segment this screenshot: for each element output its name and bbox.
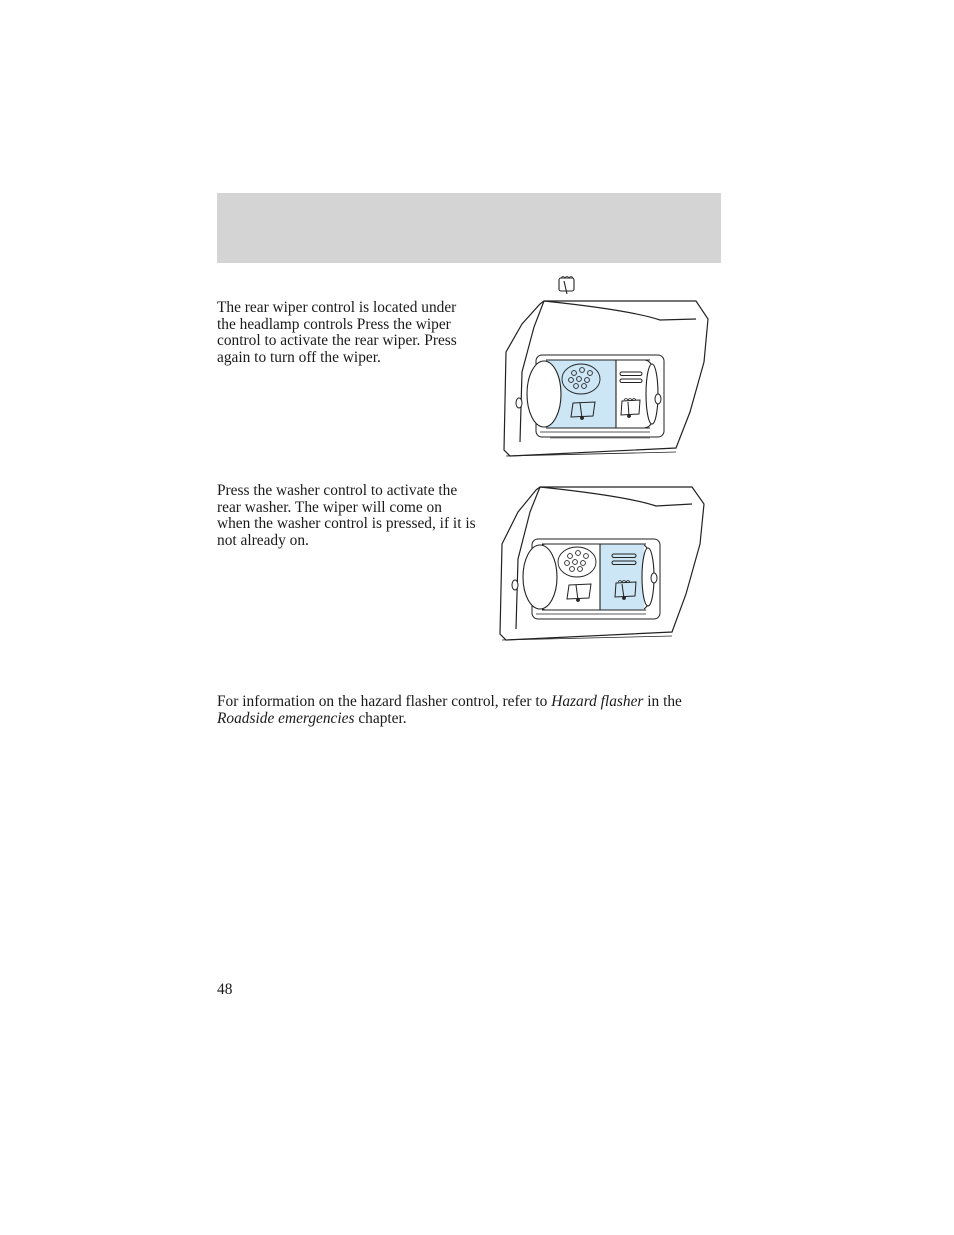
rear-washer-paragraph: Press the washer control to activate the rear washer. The wiper will come on when the washer control is pressed, if it is not already on. [217, 482, 476, 549]
rear-wiper-paragraph: The rear wiper control is located under the headlamp controls Press the wiper control to activate the rear wiper. Press again to turn off the wiper. [217, 299, 457, 366]
panel-fastener [516, 398, 522, 408]
hazard-text-after: chapter. [354, 709, 407, 727]
page-number: 48 [217, 981, 233, 998]
panel-fastener [512, 580, 518, 590]
rear-wiper-icon [559, 277, 574, 295]
roadside-emergencies-link[interactable]: Roadside emergencies [217, 709, 355, 727]
rear-wiper-control-figure [500, 272, 715, 462]
rear-washer-control-figure [496, 484, 711, 644]
panel-fastener-right [655, 394, 661, 404]
hazard-flasher-paragraph [217, 694, 727, 727]
section-header-band [217, 193, 721, 263]
hazard-text-middle: in the [643, 693, 682, 710]
panel-fastener-right [651, 573, 657, 583]
hazard-flasher-link[interactable]: Hazard flasher [551, 693, 644, 710]
hazard-text-before: For information on the hazard flasher control, refer to [217, 693, 552, 710]
